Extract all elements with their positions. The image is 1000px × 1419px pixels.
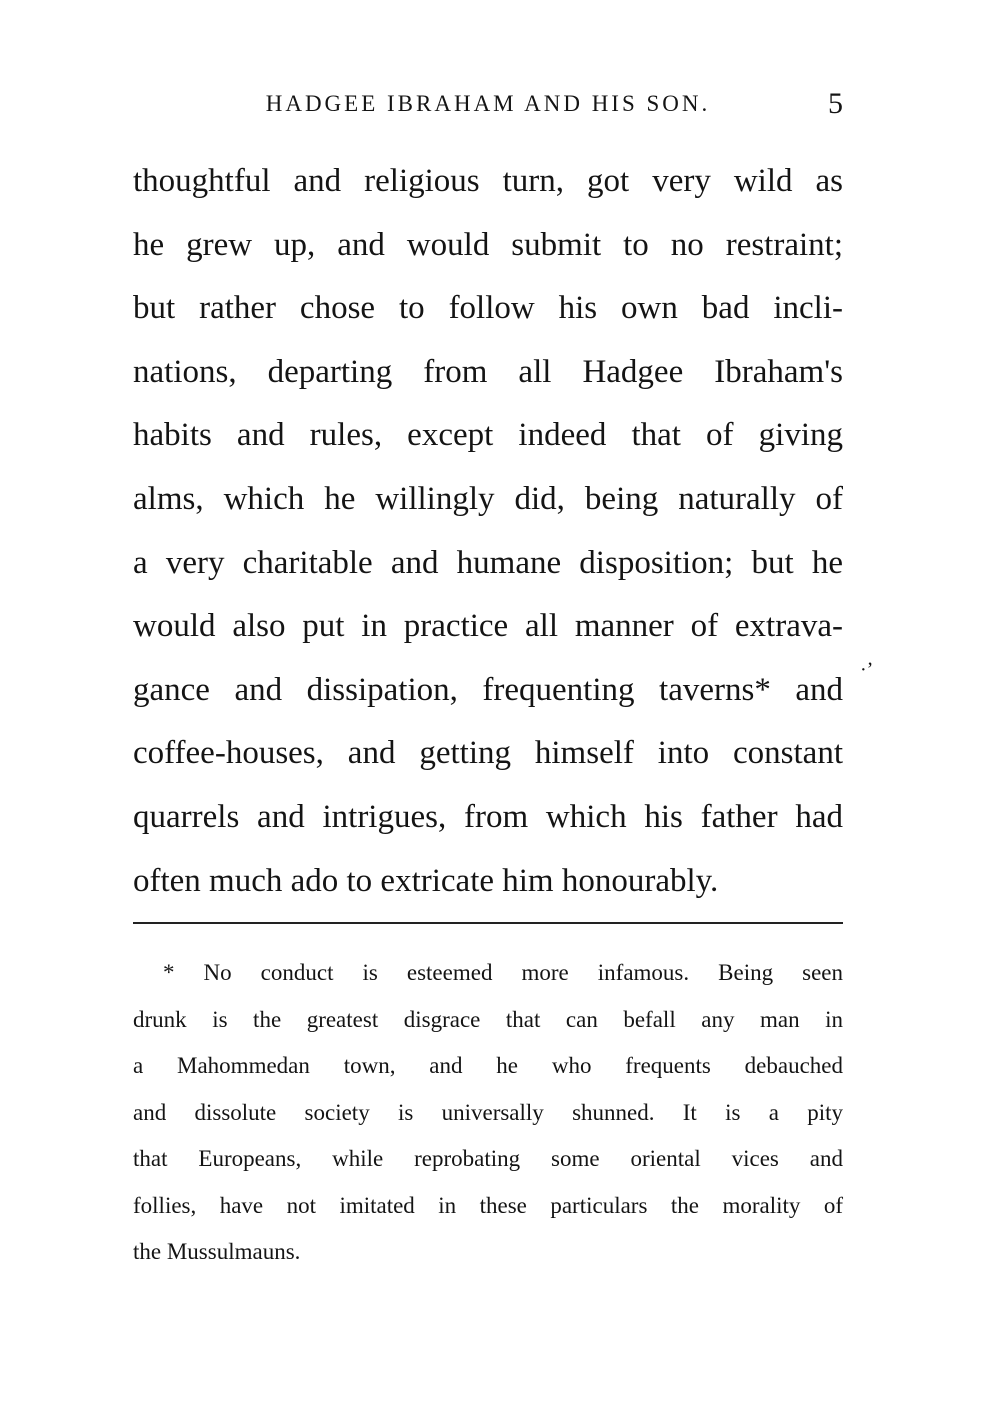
page-number: 5 xyxy=(828,87,843,120)
running-head xyxy=(133,84,843,124)
margin-mark: ·ʼ xyxy=(860,659,874,681)
footnote-divider xyxy=(133,922,843,924)
main-text xyxy=(133,150,843,913)
text-line: nations, departing from all Hadgee Ibraham's xyxy=(133,353,843,390)
text-line: a very charitable and humane disposition; but he xyxy=(133,544,843,581)
running-title: HADGEE IBRAHAM AND HIS SON. xyxy=(265,91,711,116)
text-line: gance and dissipation, frequenting taverns* and xyxy=(133,671,843,708)
text-line: quarrels and intrigues, from which his father had xyxy=(133,798,843,835)
footnote-line: the Mussulmauns. xyxy=(133,1239,301,1264)
footnote-line: drunk is the greatest disgrace that can befall any man in xyxy=(133,1006,843,1032)
text-line: would also put in practice all manner of extrava- xyxy=(133,608,843,645)
text-line: coffee-houses, and getting himself into constant xyxy=(133,735,843,772)
footnote-line: follies, have not imitated in these particulars the morality of xyxy=(133,1192,843,1218)
footnote-line: a Mahommedan town, and he who frequents debauched xyxy=(133,1053,843,1078)
footnote-line: that Europeans, while reprobating some oriental vices and xyxy=(133,1146,843,1171)
text-line: alms, which he willingly did, being naturally of xyxy=(133,480,843,517)
text-line: he grew up, and would submit to no restraint; xyxy=(133,226,843,263)
text-line: often much ado to extricate him honourably. xyxy=(133,862,719,899)
text-line: thoughtful and religious turn, got very wild as xyxy=(133,163,843,199)
text-line: but rather chose to follow his own bad incli- xyxy=(133,290,843,327)
footnote-line: and dissolute society is universally shunned. It is a pity xyxy=(133,1099,843,1125)
text-line: habits and rules, except indeed that of giving xyxy=(133,417,843,454)
footnote-line: * No conduct is esteemed more infamous. Being seen xyxy=(163,960,843,985)
footnote xyxy=(133,950,843,1276)
